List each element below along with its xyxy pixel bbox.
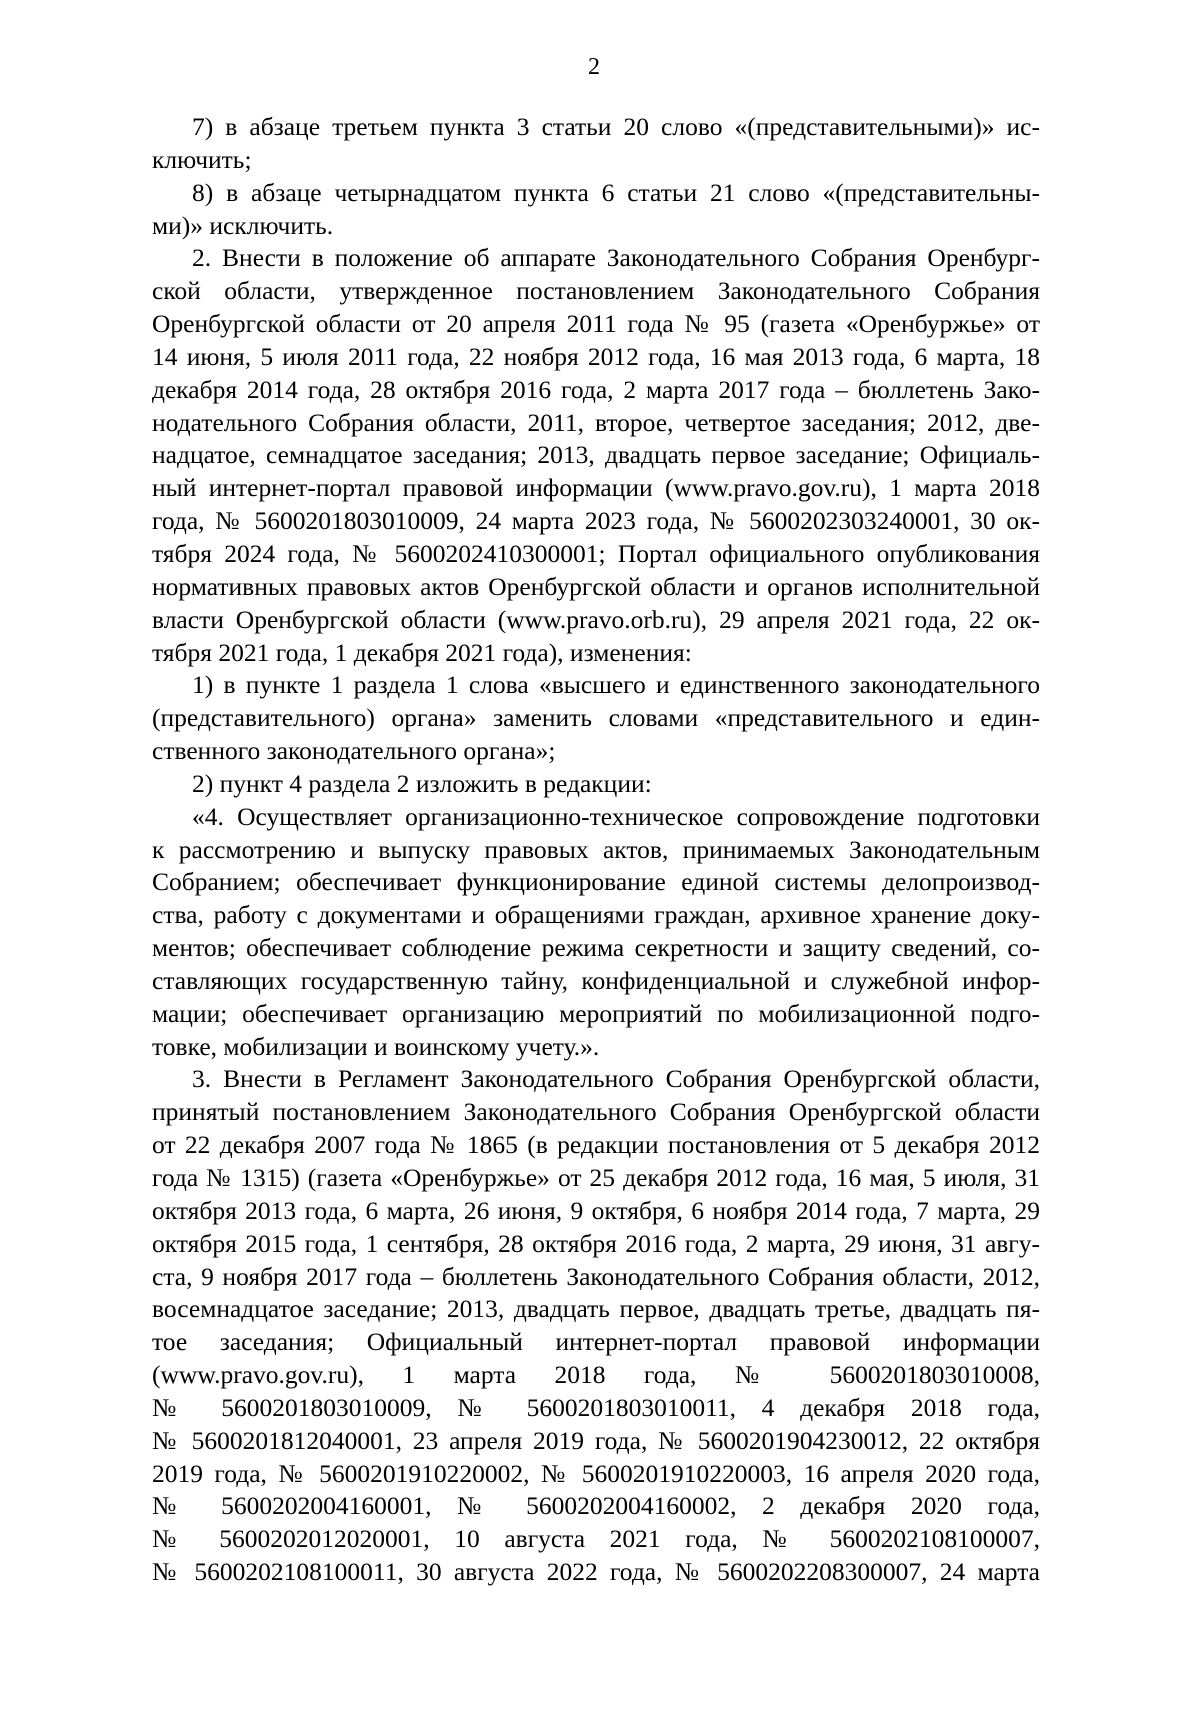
text-line: Оренбургской области от 20 апреля 2011 года № 95 (газета «Оренбуржье» от xyxy=(152,309,1040,339)
text-line: 2. Внести в положение об аппарате Законодательного Собрания Оренбург- xyxy=(192,243,1040,273)
text-line: от 22 декабря 2007 года № 1865 (в редакции постановления от 5 декабря 2012 xyxy=(152,1130,1040,1160)
text-line: 2019 года, № 5600201910220002, № 5600201910220003, 16 апреля 2020 года, xyxy=(152,1458,1040,1488)
text-line: власти Оренбургской области (www.pravo.orb.ru), 29 апреля 2021 года, 22 ок- xyxy=(152,604,1040,634)
text-line: «4. Осуществляет организационно-техническое сопровождение подготовки xyxy=(192,801,1040,831)
text-line: принятый постановлением Законодательного Собрания Оренбургской области xyxy=(152,1097,1040,1127)
text-line: товке, мобилизации и воинскому учету.». xyxy=(152,1031,600,1061)
page-number: 2 xyxy=(588,54,600,80)
text-line: № 5600201803010009, № 5600201803010011, 4 декабря 2018 года, xyxy=(152,1392,1040,1422)
text-line: 3. Внести в Регламент Законодательного Собрания Оренбургской области, xyxy=(192,1064,1040,1094)
text-line: года № 1315) (газета «Оренбуржье» от 25 декабря 2012 года, 16 мая, 5 июля, 31 xyxy=(152,1163,1040,1192)
text-line: ми)» исключить. xyxy=(152,210,334,240)
text-line: ства, работу с документами и обращениями граждан, архивное хранение доку- xyxy=(152,900,1040,930)
text-line: тября 2021 года, 1 декабря 2021 года), изменения: xyxy=(152,637,692,667)
text-line: ставляющих государственную тайну, конфиденциальной и служебной инфор- xyxy=(152,965,1040,995)
text-line: нодательного Собрания области, 2011, второе, четвертое заседания; 2012, две- xyxy=(152,407,1040,437)
text-line: № 5600202108100011, 30 августа 2022 года, № 5600202208300007, 24 марта xyxy=(152,1557,1040,1587)
text-line: года, № 5600201803010009, 24 марта 2023 года, № 5600202303240001, 30 ок- xyxy=(152,506,1040,536)
text-line: ный интернет-портал правовой информации (www.pravo.gov.ru), 1 марта 2018 xyxy=(152,473,1040,503)
text-line: тября 2024 года, № 5600202410300001; Портал официального опубликования xyxy=(152,538,1040,568)
text-line: № 5600202012020001, 10 августа 2021 года, № 5600202108100007, xyxy=(152,1524,1040,1554)
text-line: надцатое, семнадцатое заседания; 2013, двадцать первое заседание; Официаль- xyxy=(152,440,1040,470)
text-line: октября 2015 года, 1 сентября, 28 октября 2016 года, 2 марта, 29 июня, 31 авгу- xyxy=(152,1228,1040,1258)
text-line: 14 июня, 5 июля 2011 года, 22 ноября 2012 года, 16 мая 2013 года, 6 марта, 18 xyxy=(152,341,1040,371)
text-line: 8) в абзаце четырнадцатом пункта 6 статьи 21 слово «(представительны- xyxy=(192,177,1040,207)
text-line: ской области, утвержденное постановлением Законодательного Собрания xyxy=(152,276,1040,306)
text-line: ментов; обеспечивает соблюдение режима секретности и защиту сведений, со- xyxy=(152,933,1040,963)
text-line: (www.pravo.gov.ru), 1 марта 2018 года, № 5600201803010008, xyxy=(152,1360,1040,1390)
text-line: 2) пункт 4 раздела 2 изложить в редакции: xyxy=(192,768,652,798)
document-body xyxy=(152,111,1040,1589)
text-line: № 5600202004160001, № 5600202004160002, 2 декабря 2020 года, xyxy=(152,1491,1040,1521)
text-line: нормативных правовых актов Оренбургской области и органов исполнительной xyxy=(152,571,1040,601)
text-line: 7) в абзаце третьем пункта 3 статьи 20 слово «(представительными)» ис- xyxy=(192,112,1040,141)
text-line: Собранием; обеспечивает функционирование единой системы делопроизвод- xyxy=(152,867,1040,897)
text-line: ственного законодательного органа»; xyxy=(152,736,556,766)
text-line: декабря 2014 года, 28 октября 2016 года, 2 марта 2017 года – бюллетень Зако- xyxy=(152,374,1040,404)
text-line: тое заседания; Официальный интернет-портал правовой информации xyxy=(152,1327,1040,1357)
text-line: 1) в пункте 1 раздела 1 слова «высшего и единственного законодательного xyxy=(192,670,1040,700)
text-line: к рассмотрению и выпуску правовых актов, принимаемых Законодательным xyxy=(152,834,1040,864)
text-line: (представительного) органа» заменить словами «представительного и един- xyxy=(152,703,1040,733)
text-line: октября 2013 года, 6 марта, 26 июня, 9 октября, 6 ноября 2014 года, 7 марта, 29 xyxy=(152,1195,1040,1225)
text-line: ключить; xyxy=(152,144,252,174)
text-line: № 5600201812040001, 23 апреля 2019 года, № 5600201904230012, 22 октября xyxy=(152,1425,1040,1455)
text-line: мации; обеспечивает организацию мероприятий по мобилизационной подго- xyxy=(152,998,1040,1028)
text-line: восемнадцатое заседание; 2013, двадцать первое, двадцать третье, двадцать пя- xyxy=(152,1294,1040,1324)
text-line: ста, 9 ноября 2017 года – бюллетень Законодательного Собрания области, 2012, xyxy=(152,1261,1040,1291)
